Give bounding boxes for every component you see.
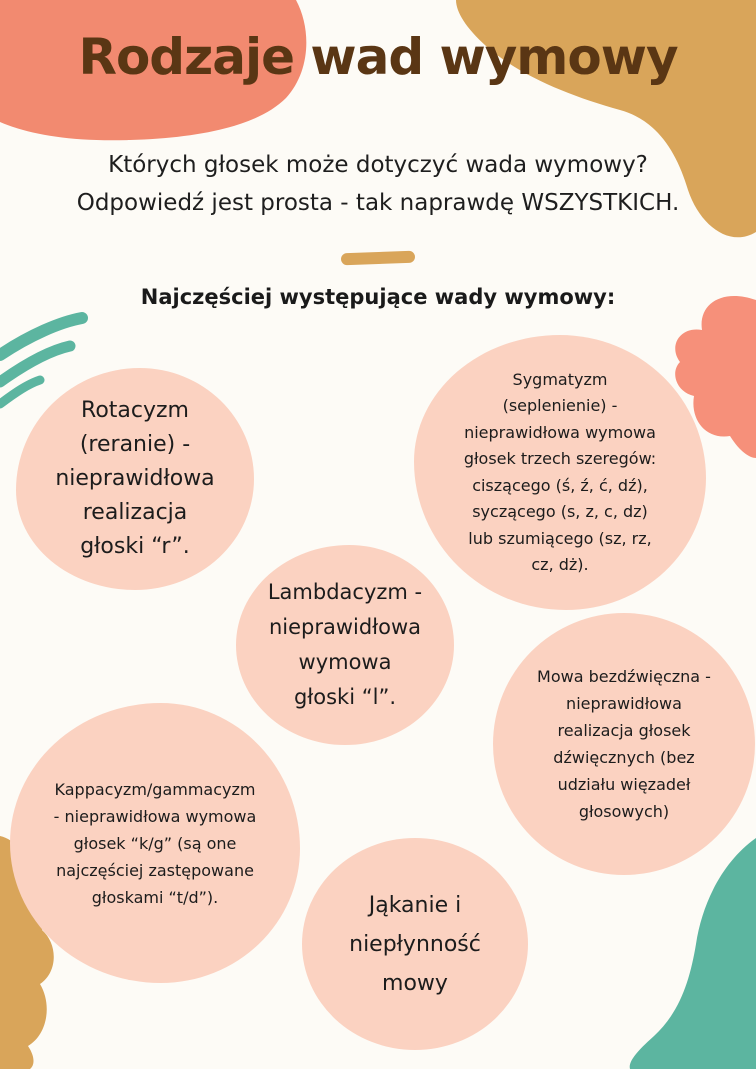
bubble-mowa-bezdzwieczna <box>493 613 755 875</box>
bubble-line: nieprawidłowa <box>55 466 215 491</box>
bubble-line: nieprawidłowa wymowa <box>464 422 656 442</box>
bubble-line: Kappacyzm/gammacyzm <box>54 779 256 799</box>
bubble-line: najczęściej zastępowane <box>56 860 254 880</box>
divider-dash <box>341 251 415 266</box>
bubble-line: głosek trzech szeregów: <box>463 449 657 468</box>
bubble-line: niepłynność <box>349 931 481 957</box>
bubble-line: głoskami “t/d”). <box>91 887 219 907</box>
bubble-line: głoski “l”. <box>293 685 396 709</box>
bubble-line: lub szumiącego (sz, rz, <box>468 528 652 548</box>
bubble-line: - nieprawidłowa wymowa <box>53 806 257 826</box>
bubble-text <box>268 575 422 715</box>
bubble-text <box>349 886 481 1003</box>
bubble-line: mowy <box>382 970 448 996</box>
bubble-line: głosek “k/g” (są one <box>73 833 237 853</box>
bubble-line: udziału więzadeł <box>557 775 691 794</box>
bubble-line: realizacja głosek <box>557 721 691 740</box>
page-title: Rodzaje wad wymowy <box>78 28 678 86</box>
intro-question: Których głosek może dotyczyć wada wymowy? <box>108 152 648 178</box>
section-subtitle: Najczęściej występujące wady wymowy: <box>140 285 616 309</box>
bubble-text <box>464 367 656 579</box>
bubble-line: wymowa <box>298 650 392 674</box>
bubble-line: Jąkanie i <box>368 892 462 918</box>
bubble-jakanie <box>302 838 528 1050</box>
bubble-line: głoski “r”. <box>80 534 190 559</box>
bubble-line: cz, dż). <box>531 555 589 574</box>
bubble-line: głosowych) <box>578 802 670 821</box>
bubble-text <box>537 663 711 825</box>
bubble-line: Sygmatyzm <box>512 369 608 389</box>
bubble-line: realizacja <box>82 500 188 525</box>
bubble-text <box>54 776 257 911</box>
intro-text <box>0 146 756 222</box>
bubble-line: Mowa bezdźwięczna - <box>537 667 711 686</box>
bubble-line: Rotacyzm <box>81 398 189 423</box>
bubble-line: (reranie) - <box>79 432 191 457</box>
bubble-line: syczącego (s, z, c, dz) <box>472 502 648 521</box>
bubble-text <box>55 394 214 564</box>
intro-answer: Odpowiedź jest prosta - tak naprawdę WSZYSTKICH. <box>76 190 680 216</box>
bubble-line: Lambdacyzm - <box>267 580 423 604</box>
bubble-lambdacyzm <box>236 545 454 745</box>
bubble-line: nieprawidłowa <box>566 694 682 713</box>
bubble-line: (seplenienie) - <box>502 396 618 415</box>
bubble-kappacyzm <box>10 703 300 983</box>
bubble-line: nieprawidłowa <box>268 615 422 639</box>
bubble-line: ciszącego (ś, ź, ć, dź), <box>472 475 648 495</box>
bubble-line: dźwięcznych (bez <box>553 748 695 767</box>
